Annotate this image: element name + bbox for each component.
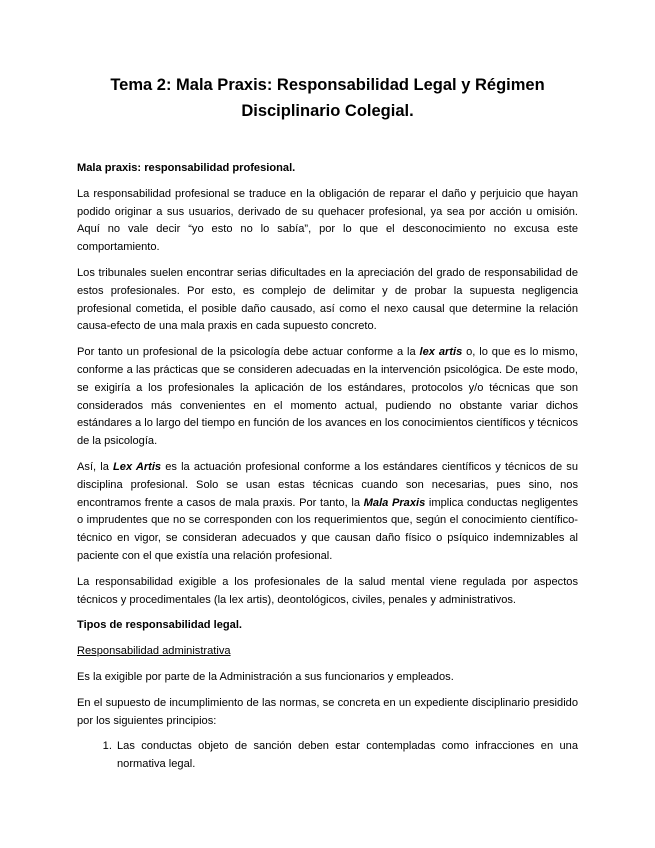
paragraph-4-text-a: Así, la	[77, 460, 113, 473]
lex-artis-emphasis-2: Lex Artis	[113, 460, 162, 473]
paragraph-5: La responsabilidad exigible a los profesionales de la salud mental viene regulada por aspectos técnicos y procedimentales (la lex artis), deontológicos, civiles, penales y administrativos.	[77, 575, 578, 606]
paragraph-3	[77, 344, 578, 451]
list-item: 1. Las conductas objeto de sanción deben estar contempladas como infracciones en una normativa legal.	[115, 738, 578, 774]
paragraph-7: En el supuesto de incumplimiento de las normas, se concreta en un expediente disciplinario presidido por los siguientes principios:	[77, 696, 578, 727]
page-title	[77, 72, 578, 124]
paragraph-1: La responsabilidad profesional se traduce en la obligación de reparar el daño y perjuicio que hayan podido originar a sus usuarios, derivado de su quehacer profesional, ya sea por acción u omisión. Aquí no vale decir “yo esto no lo sabía”, por lo que el desconocimiento no excusa este comportamiento.	[77, 187, 578, 254]
paragraph-6: Es la exigible por parte de la Administración a sus funcionarios y empleados.	[77, 670, 454, 683]
paragraph-3-text-a: Por tanto un profesional de la psicología debe actuar conforme a la	[77, 346, 420, 359]
paragraph-4	[77, 459, 578, 566]
paragraph-2: Los tribunales suelen encontrar serias dificultades en la apreciación del grado de responsabilidad de estos profesionales. Por esto, es complejo de delimitar y de probar la supuesta negligencia profesional cometida, el posible daño causado, así como el nexo causal que determine la relación causa-efecto de una mala praxis en cada supuesto concreto.	[77, 266, 578, 333]
principles-list	[77, 738, 578, 774]
paragraph-4-text-c: implica conductas negligentes o imprudentes que no se corresponden con los requerimientos que, según el conocimiento científico-técnico en vigor, se consideran adecuados y que causan daño físico o psíquico indemnizables al paciente con el que existía una relación profesional.	[77, 496, 578, 562]
title-line-2: Disciplinario Colegial.	[241, 102, 414, 120]
title-line-1: Tema 2: Mala Praxis: Responsabilidad Legal y Régimen	[110, 76, 545, 94]
paragraph-3-text-b: o, lo que es lo mismo, conforme a las prácticas que se consideren adecuadas en la intervención psicológica. De este modo, se exigiría a los profesionales la aplicación de los estándares, protocolos y/o técnicas que son considerados más convenientes en el momento actual, pudiendo no obstante variar dichos estándares a lo largo del tiempo en función de los avances en los conocimientos científicos y técnicos de la psicología.	[77, 346, 578, 448]
mala-praxis-emphasis: Mala Praxis	[363, 496, 426, 509]
lex-artis-emphasis: lex artis	[419, 346, 463, 359]
subsection-heading-administrativa: Responsabilidad administrativa	[77, 645, 231, 658]
section-heading-mala-praxis: Mala praxis: responsabilidad profesional.	[77, 162, 296, 174]
paragraph-4-text-b: es la actuación profesional conforme a los estándares científicos y técnicos de su disciplina profesional. Solo se usan estas técnicas cuando son necesarias, pues sino, nos encontramos frente a casos de mala praxis. Por tanto, la	[77, 460, 578, 509]
section-heading-tipos: Tipos de responsabilidad legal.	[77, 619, 243, 632]
